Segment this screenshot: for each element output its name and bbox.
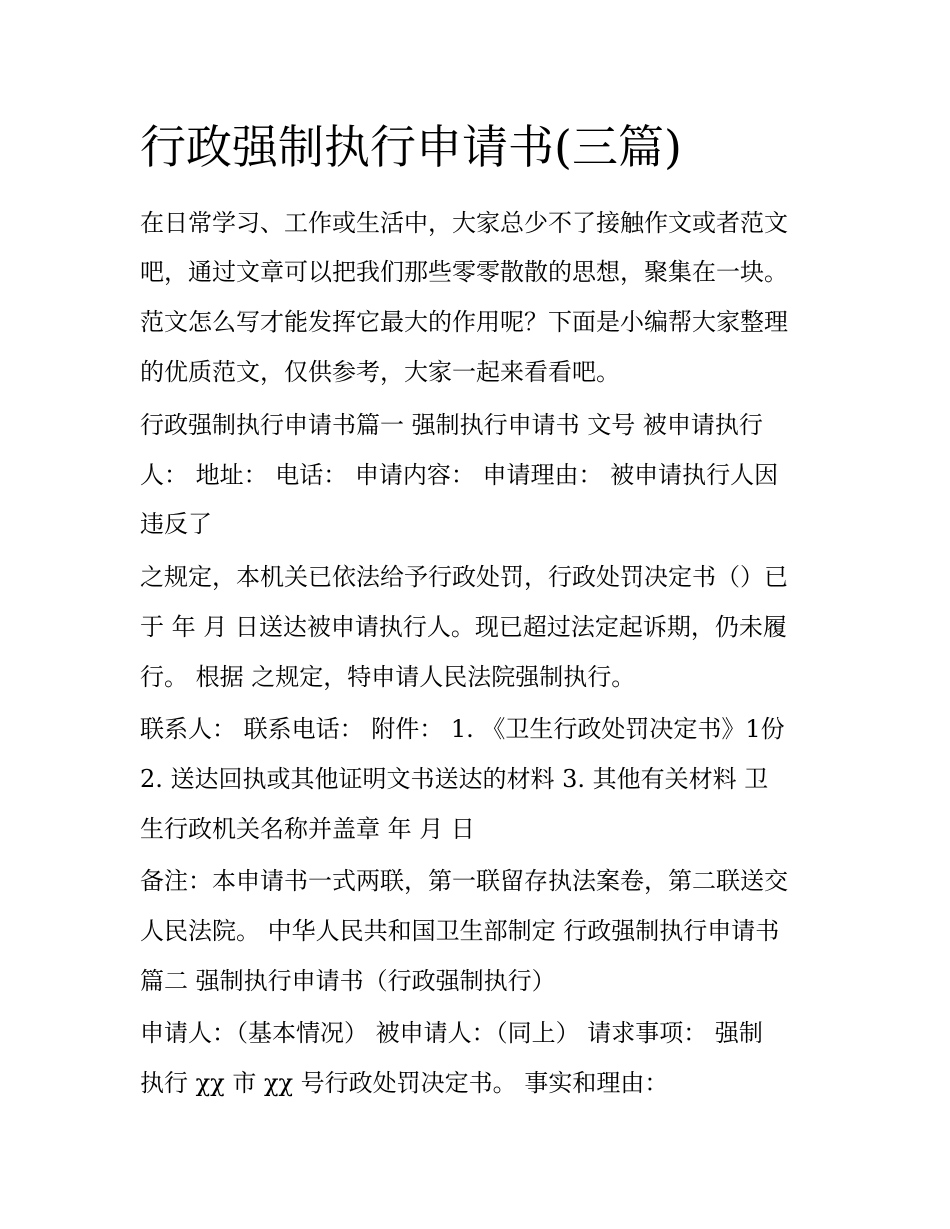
paragraph-line: 申请人：（基本情况） 被申请人：（同上） 请求事项： 强制 bbox=[140, 1019, 763, 1047]
paragraph-line: 2. 送达回执或其他证明文书送达的材料 3. 其他有关材料 卫 bbox=[140, 765, 769, 793]
paragraph-line: 的优质范文，仅供参考，大家一起来看看吧。 bbox=[140, 358, 620, 386]
paragraph-line: 备注：本申请书一式两联，第一联留存执法案卷，第二联送交 bbox=[140, 867, 788, 895]
paragraph-line: 生行政机关名称并盖章 年 月 日 bbox=[140, 815, 475, 843]
paragraph-line: 行政强制执行申请书篇一 强制执行申请书 文号 被申请执行 bbox=[140, 411, 763, 439]
paragraph-line: 之规定，本机关已依法给予行政处罚，行政处罚决定书（）已 bbox=[140, 563, 788, 591]
paragraph-line: 人： 地址： 电话： 申请内容： 申请理由： 被申请执行人因 bbox=[140, 461, 779, 489]
paragraph-line: 执行 χχ 市 χχ 号行政处罚决定书。 事实和理由： bbox=[140, 1069, 669, 1097]
paragraph-line: 违反了 bbox=[140, 510, 212, 538]
paragraph-line: 吧，通过文章可以把我们那些零零散散的思想，聚集在一块。 bbox=[140, 258, 788, 286]
paragraph-line: 范文怎么写才能发挥它最大的作用呢？下面是小编帮大家整理 bbox=[140, 308, 788, 336]
paragraph-line: 人民法院。 中华人民共和国卫生部制定 行政强制执行申请书 bbox=[140, 917, 780, 945]
paragraph-line: 于 年 月 日送达被申请执行人。现已超过法定起诉期，仍未履 bbox=[140, 613, 787, 641]
paragraph-line: 联系人： 联系电话： 附件： 1. 《卫生行政处罚决定书》1份 bbox=[140, 715, 785, 743]
paragraph-line: 篇二 强制执行申请书（行政强制执行） bbox=[140, 967, 556, 995]
paragraph-line: 行。 根据 之规定，特申请人民法院强制执行。 bbox=[140, 663, 636, 691]
document-title: 行政强制执行申请书(三篇) bbox=[140, 120, 682, 174]
paragraph-line: 在日常学习、工作或生活中，大家总少不了接触作文或者范文 bbox=[140, 209, 788, 237]
